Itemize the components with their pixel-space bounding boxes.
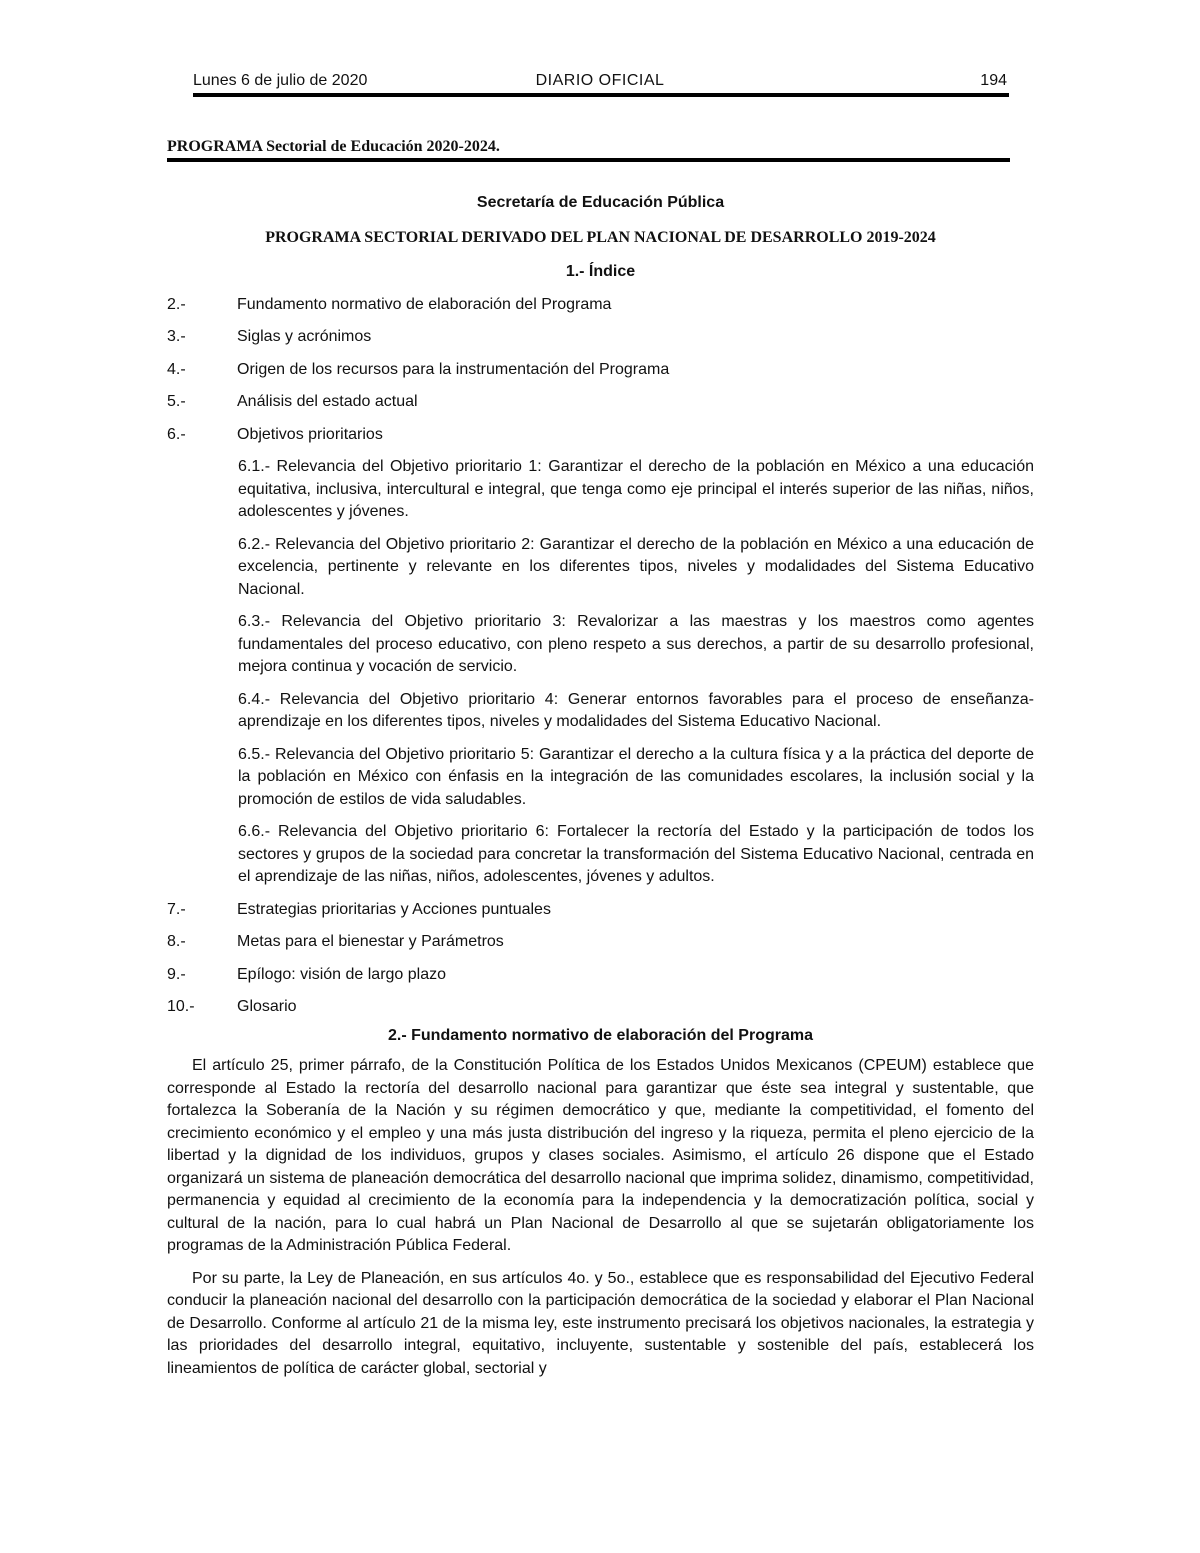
toc-subitem: 6.4.- Relevancia del Objetivo prioritario 4: Generar entornos favorables para el proceso de enseñanza-aprendizaje en los diferentes tipos, niveles y modalidades del Sistema Educativo Nacional.: [238, 690, 1034, 730]
toc-item: [167, 294, 1034, 317]
toc-number: 10.-: [167, 998, 195, 1015]
toc-number: 4.-: [167, 360, 186, 378]
section-title: PROGRAMA Sectorial de Educación 2020-2024.: [167, 138, 500, 155]
toc-text: Objetivos prioritarios: [237, 425, 383, 443]
toc-subitem: 6.2.- Relevancia del Objetivo prioritario 2: Garantizar el derecho de la población en México a una educación de excelencia, pertinente y relevante en los diferentes tipos, niveles y modalidades del Sistema Educativo Nacional.: [238, 535, 1034, 598]
toc-number: 9.-: [167, 965, 186, 983]
toc-number: 8.-: [167, 933, 186, 950]
section-2-heading: 2.- Fundamento normativo de elaboración del Programa: [388, 1026, 813, 1044]
toc-item: [167, 899, 1034, 922]
toc-text: Origen de los recursos para la instrumentación del Programa: [237, 360, 670, 378]
header-date: Lunes 6 de julio de 2020: [193, 72, 368, 89]
toc-list: [167, 294, 1034, 1019]
toc-text: Siglas y acrónimos: [237, 328, 372, 345]
toc-text: Fundamento normativo de elaboración del Programa: [237, 295, 612, 313]
document-body: [167, 192, 1034, 1390]
toc-number: 2.-: [167, 295, 186, 313]
body-paragraph: Por su parte, la Ley de Planeación, en sus artículos 4o. y 5o., establece que es responsabilidad del Ejecutivo Federal conducir la planeación nacional del desarrollo con la participación democrática de la sociedad y elaborar el Plan Nacional de Desarrollo. Conforme al artículo 21 de la misma ley, este instrumento precisará los objetivos nacionales, la estrategia y las prioridades del desarrollo integral, equitativo, incluyente, sustentable y sostenible del país, establecerá los lineamientos de política de carácter global, sectorial y: [167, 1269, 1034, 1377]
toc-number: 6.-: [167, 425, 186, 443]
toc-text: Análisis del estado actual: [237, 393, 418, 410]
program-heading: PROGRAMA SECTORIAL DERIVADO DEL PLAN NACIONAL DE DESARROLLO 2019-2024: [265, 228, 936, 246]
toc-text: Epílogo: visión de largo plazo: [237, 965, 447, 983]
toc-item: [167, 964, 1034, 987]
header-publication: DIARIO OFICIAL: [535, 72, 665, 89]
toc-number: 5.-: [167, 393, 186, 410]
toc-text: Glosario: [237, 998, 297, 1015]
toc-item: [167, 391, 1034, 414]
header-rule: [193, 93, 1009, 97]
body-paragraph: El artículo 25, primer párrafo, de la Constitución Política de los Estados Unidos Mexicanos (CPEUM) establece que corresponde al Estado la rectoría del desarrollo nacional para garantizar que éste sea integral y sustentable, que fortalezca la Soberanía de la Nación y su régimen democrático y que, mediante la competitividad, el fomento del crecimiento económico y el empleo y una más justa distribución del ingreso y la riqueza, permita el pleno ejercicio de la libertad y la dignidad de los individuos, grupos y clases sociales. Asimismo, el artículo 26 dispone que el Estado organizará un sistema de planeación democrática del desarrollo nacional que imprima solidez, dinamismo, competitividad, permanencia y equidad al crecimiento de la economía para la independencia y la democratización política, social y cultural de la nación, para lo cual habrá un Plan Nacional de Desarrollo al que se sujetarán obligatoriamente los programas de la Administración Pública Federal.: [167, 1057, 1034, 1254]
header-page-number: 194: [980, 72, 1007, 89]
toc-subitem: 6.1.- Relevancia del Objetivo prioritario 1: Garantizar el derecho de la población en México a una educación equitativa, inclusiva, intercultural e integral, que tenga como eje principal el interés superior de las niñas, niños, adolescentes y jóvenes.: [238, 458, 1034, 520]
toc-item: [167, 326, 1034, 349]
toc-item: [167, 424, 1034, 447]
toc-subitem: 6.6.- Relevancia del Objetivo prioritario 6: Fortalecer la rectoría del Estado y la participación de todos los sectores y grupos de la sociedad para concretar la transformación del Sistema Educativo Nacional, centrada en el aprendizaje de las niñas, niños, adolescentes, jóvenes y adultos.: [238, 823, 1034, 885]
toc-item: [167, 996, 1034, 1019]
toc-text: Metas para el bienestar y Parámetros: [237, 933, 504, 950]
running-header: [193, 72, 1007, 92]
toc-number: 7.-: [167, 900, 186, 918]
toc-subitem: 6.5.- Relevancia del Objetivo prioritario 5: Garantizar el derecho a la cultura física y a la práctica del deporte de la población en México con énfasis en la integración de las comunidades escolares, la inclusión social y la promoción de estilos de vida saludables.: [238, 745, 1034, 808]
toc-subitem: 6.3.- Relevancia del Objetivo prioritario 3: Revalorizar a las maestras y los maestros como agentes fundamentales del proceso educativo, con pleno respeto a sus derechos, a partir de su desarrollo profesional, mejora continua y vocación de servicio.: [238, 613, 1034, 675]
toc-item: [167, 359, 1034, 382]
toc-number: 3.-: [167, 328, 186, 345]
toc-item: [167, 931, 1034, 954]
section-rule: [167, 158, 1010, 162]
toc-text: Estrategias prioritarias y Acciones puntuales: [237, 900, 551, 918]
agency-heading: Secretaría de Educación Pública: [476, 194, 725, 211]
index-heading: 1.- Índice: [565, 263, 636, 280]
